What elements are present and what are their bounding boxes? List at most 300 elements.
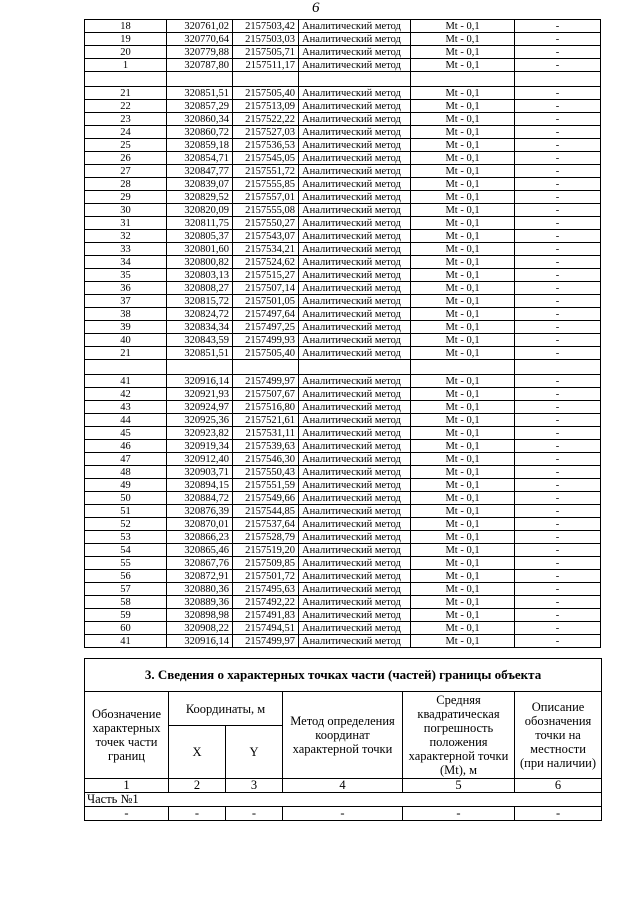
y-coordinate: 2157551,59	[233, 479, 299, 492]
method-cell: Аналитический метод	[299, 401, 411, 414]
accuracy-cell: Mt - 0,1	[411, 243, 515, 256]
method-cell: Аналитический метод	[299, 59, 411, 72]
point-number: 29	[85, 191, 167, 204]
point-number: 18	[85, 20, 167, 33]
point-number: 51	[85, 505, 167, 518]
table-row	[85, 544, 601, 557]
description-cell: -	[515, 243, 601, 256]
table-row	[85, 191, 601, 204]
y-coordinate: 2157513,09	[233, 100, 299, 113]
y-coordinate: 2157543,07	[233, 230, 299, 243]
x-coordinate: 320880,36	[167, 583, 233, 596]
description-cell: -	[515, 20, 601, 33]
method-cell: Аналитический метод	[299, 375, 411, 388]
method-cell: Аналитический метод	[299, 269, 411, 282]
y-coordinate: 2157491,83	[233, 609, 299, 622]
description-cell: -	[515, 492, 601, 505]
description-cell: -	[515, 453, 601, 466]
table-row	[85, 243, 601, 256]
table-row	[85, 282, 601, 295]
x-coordinate: 320829,52	[167, 191, 233, 204]
method-cell: Аналитический метод	[299, 256, 411, 269]
method-cell: Аналитический метод	[299, 87, 411, 100]
method-cell: Аналитический метод	[299, 113, 411, 126]
accuracy-cell: Mt - 0,1	[411, 20, 515, 33]
y-coordinate: 2157497,25	[233, 321, 299, 334]
description-cell: -	[515, 321, 601, 334]
description-cell: -	[515, 544, 601, 557]
table-row	[85, 518, 601, 531]
point-number: 25	[85, 139, 167, 152]
description-cell: -	[515, 230, 601, 243]
table-row	[85, 570, 601, 583]
accuracy-cell: Mt - 0,1	[411, 113, 515, 126]
accuracy-cell: Mt - 0,1	[411, 453, 515, 466]
y-coordinate: 2157501,72	[233, 570, 299, 583]
accuracy-cell: Mt - 0,1	[411, 414, 515, 427]
method-cell: Аналитический метод	[299, 191, 411, 204]
x-coordinate: 320866,23	[167, 531, 233, 544]
empty-cell: -	[515, 807, 602, 821]
method-cell: Аналитический метод	[299, 505, 411, 518]
accuracy-cell: Mt - 0,1	[411, 557, 515, 570]
point-number: 31	[85, 217, 167, 230]
table-row	[85, 622, 601, 635]
accuracy-cell: Mt - 0,1	[411, 531, 515, 544]
x-coordinate: 320805,37	[167, 230, 233, 243]
accuracy-cell: Mt - 0,1	[411, 570, 515, 583]
separator-row	[85, 72, 601, 87]
description-cell: -	[515, 531, 601, 544]
col-error-header: Средняя квадратическая погрешность положения характерной точки (Mt), м	[403, 692, 515, 779]
y-coordinate: 2157550,43	[233, 466, 299, 479]
method-cell: Аналитический метод	[299, 204, 411, 217]
point-number: 24	[85, 126, 167, 139]
section3-title: 3. Сведения о характерных точках части (частей) границы объекта	[85, 659, 602, 692]
accuracy-cell: Mt - 0,1	[411, 308, 515, 321]
table-row	[85, 388, 601, 401]
y-coordinate: 2157499,97	[233, 375, 299, 388]
description-cell: -	[515, 59, 601, 72]
method-cell: Аналитический метод	[299, 414, 411, 427]
x-coordinate: 320851,51	[167, 87, 233, 100]
point-number: 36	[85, 282, 167, 295]
table-row	[85, 59, 601, 72]
x-coordinate: 320839,07	[167, 178, 233, 191]
method-cell: Аналитический метод	[299, 152, 411, 165]
method-cell: Аналитический метод	[299, 230, 411, 243]
table-row	[85, 113, 601, 126]
description-cell: -	[515, 334, 601, 347]
table-row	[85, 427, 601, 440]
method-cell: Аналитический метод	[299, 282, 411, 295]
accuracy-cell: Mt - 0,1	[411, 217, 515, 230]
method-cell: Аналитический метод	[299, 492, 411, 505]
description-cell: -	[515, 33, 601, 46]
point-number: 41	[85, 635, 167, 648]
table-row	[85, 152, 601, 165]
x-coordinate: 320820,09	[167, 204, 233, 217]
method-cell: Аналитический метод	[299, 531, 411, 544]
table-row	[85, 583, 601, 596]
accuracy-cell: Mt - 0,1	[411, 609, 515, 622]
table-row	[85, 100, 601, 113]
description-cell: -	[515, 440, 601, 453]
point-number: 39	[85, 321, 167, 334]
table-row	[85, 126, 601, 139]
table-row	[85, 531, 601, 544]
x-coordinate: 320847,77	[167, 165, 233, 178]
y-coordinate: 2157531,11	[233, 427, 299, 440]
point-number: 44	[85, 414, 167, 427]
empty-cell	[85, 72, 167, 87]
point-number: 21	[85, 87, 167, 100]
y-coordinate: 2157521,61	[233, 414, 299, 427]
table-row	[85, 334, 601, 347]
y-coordinate: 2157515,27	[233, 269, 299, 282]
description-cell: -	[515, 596, 601, 609]
accuracy-cell: Mt - 0,1	[411, 87, 515, 100]
accuracy-cell: Mt - 0,1	[411, 427, 515, 440]
y-coordinate: 2157527,03	[233, 126, 299, 139]
empty-cell	[411, 72, 515, 87]
y-coordinate: 2157546,30	[233, 453, 299, 466]
table-row	[85, 178, 601, 191]
empty-cell: -	[403, 807, 515, 821]
point-number: 43	[85, 401, 167, 414]
accuracy-cell: Mt - 0,1	[411, 33, 515, 46]
col-y-header: Y	[226, 726, 283, 779]
x-coordinate: 320857,29	[167, 100, 233, 113]
method-cell: Аналитический метод	[299, 347, 411, 360]
empty-cell	[233, 72, 299, 87]
point-number: 59	[85, 609, 167, 622]
y-coordinate: 2157494,51	[233, 622, 299, 635]
x-coordinate: 320916,14	[167, 635, 233, 648]
accuracy-cell: Mt - 0,1	[411, 59, 515, 72]
description-cell: -	[515, 505, 601, 518]
description-cell: -	[515, 139, 601, 152]
point-number: 50	[85, 492, 167, 505]
y-coordinate: 2157505,71	[233, 46, 299, 59]
table-row	[85, 347, 601, 360]
method-cell: Аналитический метод	[299, 570, 411, 583]
x-coordinate: 320884,72	[167, 492, 233, 505]
description-cell: -	[515, 570, 601, 583]
y-coordinate: 2157555,08	[233, 204, 299, 217]
description-cell: -	[515, 295, 601, 308]
description-cell: -	[515, 126, 601, 139]
accuracy-cell: Mt - 0,1	[411, 375, 515, 388]
table-row	[85, 165, 601, 178]
method-cell: Аналитический метод	[299, 217, 411, 230]
table-row	[85, 440, 601, 453]
y-coordinate: 2157551,72	[233, 165, 299, 178]
y-coordinate: 2157497,64	[233, 308, 299, 321]
point-number: 37	[85, 295, 167, 308]
x-coordinate: 320851,51	[167, 347, 233, 360]
point-number: 52	[85, 518, 167, 531]
method-cell: Аналитический метод	[299, 596, 411, 609]
empty-cell	[515, 72, 601, 87]
description-cell: -	[515, 518, 601, 531]
empty-cell	[515, 360, 601, 375]
point-number: 46	[85, 440, 167, 453]
accuracy-cell: Mt - 0,1	[411, 635, 515, 648]
col-number: 5	[403, 779, 515, 793]
table-row	[85, 635, 601, 648]
x-coordinate: 320801,60	[167, 243, 233, 256]
col-number: 4	[283, 779, 403, 793]
point-number: 42	[85, 388, 167, 401]
description-cell: -	[515, 282, 601, 295]
x-coordinate: 320870,01	[167, 518, 233, 531]
accuracy-cell: Mt - 0,1	[411, 295, 515, 308]
description-cell: -	[515, 100, 601, 113]
accuracy-cell: Mt - 0,1	[411, 466, 515, 479]
table-row	[85, 256, 601, 269]
empty-cell	[85, 360, 167, 375]
accuracy-cell: Mt - 0,1	[411, 505, 515, 518]
x-coordinate: 320876,39	[167, 505, 233, 518]
x-coordinate: 320803,13	[167, 269, 233, 282]
description-cell: -	[515, 583, 601, 596]
description-cell: -	[515, 466, 601, 479]
table-row	[85, 295, 601, 308]
col-number: 2	[169, 779, 226, 793]
x-coordinate: 320787,80	[167, 59, 233, 72]
point-number: 33	[85, 243, 167, 256]
y-coordinate: 2157549,66	[233, 492, 299, 505]
point-number: 20	[85, 46, 167, 59]
col-coords-header: Координаты, м	[169, 692, 283, 726]
method-cell: Аналитический метод	[299, 635, 411, 648]
table-row	[85, 269, 601, 282]
empty-cell	[167, 360, 233, 375]
x-coordinate: 320860,72	[167, 126, 233, 139]
y-coordinate: 2157511,17	[233, 59, 299, 72]
accuracy-cell: Mt - 0,1	[411, 492, 515, 505]
col-number: 3	[226, 779, 283, 793]
col-description-header: Описание обозначения точки на местности (при наличии)	[515, 692, 602, 779]
accuracy-cell: Mt - 0,1	[411, 544, 515, 557]
y-coordinate: 2157550,27	[233, 217, 299, 230]
table-row	[85, 139, 601, 152]
y-coordinate: 2157544,85	[233, 505, 299, 518]
description-cell: -	[515, 165, 601, 178]
x-coordinate: 320779,88	[167, 46, 233, 59]
section3-table	[84, 658, 602, 821]
table-row	[85, 20, 601, 33]
point-number: 38	[85, 308, 167, 321]
y-coordinate: 2157501,05	[233, 295, 299, 308]
y-coordinate: 2157522,22	[233, 113, 299, 126]
accuracy-cell: Mt - 0,1	[411, 388, 515, 401]
x-coordinate: 320916,14	[167, 375, 233, 388]
table-row	[85, 375, 601, 388]
table-row	[85, 466, 601, 479]
method-cell: Аналитический метод	[299, 139, 411, 152]
method-cell: Аналитический метод	[299, 609, 411, 622]
x-coordinate: 320872,91	[167, 570, 233, 583]
accuracy-cell: Mt - 0,1	[411, 518, 515, 531]
accuracy-cell: Mt - 0,1	[411, 230, 515, 243]
y-coordinate: 2157537,64	[233, 518, 299, 531]
method-cell: Аналитический метод	[299, 544, 411, 557]
point-number: 35	[85, 269, 167, 282]
point-number: 53	[85, 531, 167, 544]
description-cell: -	[515, 557, 601, 570]
y-coordinate: 2157499,97	[233, 635, 299, 648]
x-coordinate: 320908,22	[167, 622, 233, 635]
method-cell: Аналитический метод	[299, 622, 411, 635]
x-coordinate: 320770,64	[167, 33, 233, 46]
x-coordinate: 320867,76	[167, 557, 233, 570]
col-x-header: X	[169, 726, 226, 779]
accuracy-cell: Mt - 0,1	[411, 152, 515, 165]
point-number: 60	[85, 622, 167, 635]
accuracy-cell: Mt - 0,1	[411, 46, 515, 59]
page-number: 6	[312, 0, 320, 16]
empty-cell	[411, 360, 515, 375]
method-cell: Аналитический метод	[299, 466, 411, 479]
description-cell: -	[515, 178, 601, 191]
description-cell: -	[515, 401, 601, 414]
table-row	[85, 492, 601, 505]
point-number: 26	[85, 152, 167, 165]
table-row	[85, 401, 601, 414]
method-cell: Аналитический метод	[299, 165, 411, 178]
accuracy-cell: Mt - 0,1	[411, 269, 515, 282]
x-coordinate: 320912,40	[167, 453, 233, 466]
y-coordinate: 2157539,63	[233, 440, 299, 453]
y-coordinate: 2157503,03	[233, 33, 299, 46]
method-cell: Аналитический метод	[299, 388, 411, 401]
description-cell: -	[515, 347, 601, 360]
x-coordinate: 320923,82	[167, 427, 233, 440]
separator-row	[85, 360, 601, 375]
table-row	[85, 46, 601, 59]
method-cell: Аналитический метод	[299, 295, 411, 308]
point-number: 30	[85, 204, 167, 217]
point-number: 40	[85, 334, 167, 347]
x-coordinate: 320811,75	[167, 217, 233, 230]
method-cell: Аналитический метод	[299, 100, 411, 113]
description-cell: -	[515, 256, 601, 269]
x-coordinate: 320898,98	[167, 609, 233, 622]
empty-cell	[299, 360, 411, 375]
y-coordinate: 2157534,21	[233, 243, 299, 256]
y-coordinate: 2157492,22	[233, 596, 299, 609]
x-coordinate: 320800,82	[167, 256, 233, 269]
x-coordinate: 320808,27	[167, 282, 233, 295]
description-cell: -	[515, 414, 601, 427]
point-number: 32	[85, 230, 167, 243]
point-number: 45	[85, 427, 167, 440]
accuracy-cell: Mt - 0,1	[411, 282, 515, 295]
table-row	[85, 308, 601, 321]
y-coordinate: 2157516,80	[233, 401, 299, 414]
point-number: 22	[85, 100, 167, 113]
point-number: 19	[85, 33, 167, 46]
method-cell: Аналитический метод	[299, 243, 411, 256]
method-cell: Аналитический метод	[299, 334, 411, 347]
empty-cell	[233, 360, 299, 375]
point-number: 55	[85, 557, 167, 570]
accuracy-cell: Mt - 0,1	[411, 126, 515, 139]
y-coordinate: 2157507,14	[233, 282, 299, 295]
method-cell: Аналитический метод	[299, 20, 411, 33]
accuracy-cell: Mt - 0,1	[411, 100, 515, 113]
table-row	[85, 557, 601, 570]
description-cell: -	[515, 113, 601, 126]
description-cell: -	[515, 191, 601, 204]
x-coordinate: 320854,71	[167, 152, 233, 165]
part-label: Часть №1	[85, 793, 602, 807]
point-number: 57	[85, 583, 167, 596]
accuracy-cell: Mt - 0,1	[411, 622, 515, 635]
x-coordinate: 320834,34	[167, 321, 233, 334]
accuracy-cell: Mt - 0,1	[411, 204, 515, 217]
y-coordinate: 2157509,85	[233, 557, 299, 570]
description-cell: -	[515, 622, 601, 635]
accuracy-cell: Mt - 0,1	[411, 165, 515, 178]
description-cell: -	[515, 479, 601, 492]
point-number: 56	[85, 570, 167, 583]
accuracy-cell: Mt - 0,1	[411, 139, 515, 152]
table-row	[85, 414, 601, 427]
point-number: 27	[85, 165, 167, 178]
y-coordinate: 2157495,63	[233, 583, 299, 596]
accuracy-cell: Mt - 0,1	[411, 256, 515, 269]
y-coordinate: 2157555,85	[233, 178, 299, 191]
method-cell: Аналитический метод	[299, 440, 411, 453]
empty-cell: -	[169, 807, 226, 821]
description-cell: -	[515, 87, 601, 100]
table-row	[85, 505, 601, 518]
method-cell: Аналитический метод	[299, 33, 411, 46]
x-coordinate: 320815,72	[167, 295, 233, 308]
accuracy-cell: Mt - 0,1	[411, 334, 515, 347]
x-coordinate: 320894,15	[167, 479, 233, 492]
x-coordinate: 320925,36	[167, 414, 233, 427]
description-cell: -	[515, 427, 601, 440]
accuracy-cell: Mt - 0,1	[411, 178, 515, 191]
method-cell: Аналитический метод	[299, 557, 411, 570]
table-row	[85, 204, 601, 217]
table-row	[85, 230, 601, 243]
point-number: 48	[85, 466, 167, 479]
y-coordinate: 2157505,40	[233, 87, 299, 100]
col-number: 6	[515, 779, 602, 793]
accuracy-cell: Mt - 0,1	[411, 440, 515, 453]
table-row	[85, 596, 601, 609]
points-table	[84, 19, 601, 648]
table-row	[85, 87, 601, 100]
y-coordinate: 2157503,42	[233, 20, 299, 33]
point-number: 28	[85, 178, 167, 191]
table-row	[85, 217, 601, 230]
x-coordinate: 320843,59	[167, 334, 233, 347]
accuracy-cell: Mt - 0,1	[411, 401, 515, 414]
x-coordinate: 320859,18	[167, 139, 233, 152]
description-cell: -	[515, 46, 601, 59]
description-cell: -	[515, 204, 601, 217]
method-cell: Аналитический метод	[299, 178, 411, 191]
description-cell: -	[515, 609, 601, 622]
accuracy-cell: Mt - 0,1	[411, 347, 515, 360]
table-row	[85, 321, 601, 334]
